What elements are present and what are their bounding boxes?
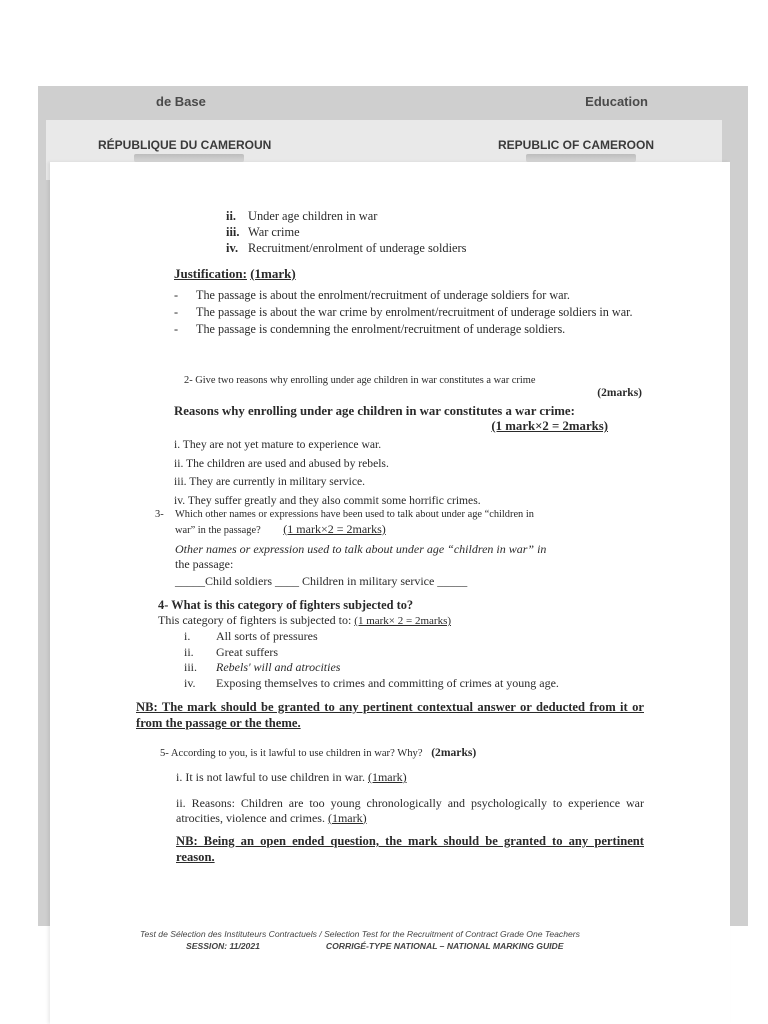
q5-answer-2 — [176, 796, 644, 825]
justification-heading — [174, 266, 296, 282]
list-item: i. They are not yet mature to experience war. — [174, 438, 382, 451]
q2-prompt-text: 2- Give two reasons why enrolling under age children in war constitutes a war crime — [184, 375, 536, 386]
q4-prompt: 4- What is this category of fighters subjected to? — [158, 598, 414, 612]
q3-number: 3- — [155, 509, 164, 520]
q2-heading — [174, 404, 642, 434]
list-item — [184, 660, 559, 676]
justification-label: Justification: — [174, 266, 247, 281]
q5-answer-1 — [176, 770, 407, 785]
list-item — [184, 645, 559, 661]
middle-sheet-left-header: RÉPUBLIQUE DU CAMEROUN — [98, 138, 272, 152]
q5-prompt — [160, 746, 476, 759]
list-item — [226, 224, 467, 240]
footer-line-2 — [186, 940, 640, 952]
q2-marks: (2marks) — [597, 387, 642, 399]
q3-answer-intro-2: the passage: — [175, 557, 234, 571]
item-number: iv. — [226, 241, 239, 255]
back-sheet-header — [38, 92, 748, 114]
nb-note-2: NB: Being an open ended question, the mark should be granted to any pertinent reason. — [176, 834, 644, 864]
q2-heading-marks: (1 mark×2 = 2marks) — [491, 419, 608, 433]
q5-answer-2-mark: (1mark) — [327, 810, 367, 825]
list-item: iii. They are currently in military service. — [174, 475, 366, 488]
list-item: - The passage is condemning the enrolment/recruitment of underage soldiers. — [174, 322, 566, 336]
item-text: The passage is about the war crime by enrolment/recruitment of underage soldiers in war. — [196, 305, 633, 319]
list-item — [184, 629, 559, 645]
nb-note-1: NB: The mark should be granted to any pertinent contextual answer or deducted from it or from the passage or the theme. — [136, 700, 644, 730]
item-text: War crime — [248, 225, 300, 239]
item-number: iii. — [226, 225, 240, 239]
page-footer — [140, 928, 640, 952]
list-item — [226, 240, 467, 256]
item-text: Rebels' will and atrocities — [216, 660, 341, 674]
list-item: ii. The children are used and abused by rebels. — [174, 456, 389, 470]
q3-prompt-line-1: Which other names or expressions have been used to talk about under age “children in — [175, 509, 534, 520]
q5-answer-2-text: ii. Reasons: Children are too young chronologically and psychologically to experience war atrocities, violence and crimes. — [176, 796, 644, 825]
right-motto-blur — [526, 154, 636, 162]
item-text: Exposing themselves to crimes and committing of crimes at young age. — [216, 675, 559, 690]
q2-answers — [174, 436, 481, 510]
q4-items — [184, 629, 559, 691]
q3-answer — [175, 542, 643, 589]
q5-answer-1-mark: (1mark) — [367, 770, 407, 784]
q2-heading-text: Reasons why enrolling under age children in war constitutes a war crime: — [174, 404, 575, 418]
q3-prompt-line-2: war” in the passage? — [175, 525, 261, 536]
list-item: iv. They suffer greatly and they also commit some horrific crimes. — [174, 493, 481, 507]
list-item — [226, 208, 467, 224]
q5-answer-1-text: i. It is not lawful to use children in war. — [176, 770, 365, 784]
q3-prompt — [155, 508, 643, 538]
q3-marks: (1 mark×2 = 2marks) — [283, 522, 386, 536]
list-item: - The passage is about the war crime by enrolment/recruitment of underage soldiers in war. — [174, 305, 633, 319]
left-motto-blur — [134, 154, 244, 162]
q4-lead-line — [158, 613, 451, 628]
item-number: ii. — [226, 209, 236, 223]
q3-block — [155, 508, 643, 538]
footer-session: SESSION: 11/2021 — [186, 941, 260, 951]
q1-options — [226, 208, 467, 256]
justification-list — [174, 288, 640, 339]
item-text: Recruitment/enrolment of underage soldiers — [248, 241, 467, 255]
q5-prompt-text: 5- According to you, is it lawful to use children in war? Why? — [160, 748, 423, 759]
item-number: ii. — [184, 644, 194, 659]
footer-guide: CORRIGÉ-TYPE NATIONAL – NATIONAL MARKING GUIDE — [325, 941, 564, 951]
list-item: - The passage is about the enrolment/recruitment of underage soldiers for war. — [174, 288, 570, 302]
footer-line-1: Test de Sélection des Instituteurs Contractuels / Selection Test for the Recruitment of Contract Grade One Teachers — [140, 929, 580, 939]
item-number: iii. — [184, 660, 198, 674]
item-text: Under age children in war — [248, 209, 378, 223]
q3-answer-line: _____Child soldiers ____ Children in military service _____ — [175, 574, 468, 588]
list-item — [184, 676, 559, 692]
q5-marks: (2marks) — [431, 746, 477, 759]
item-number: i. — [184, 629, 191, 643]
q2-prompt — [184, 374, 642, 400]
q3-answer-intro: Other names or expression used to talk about under age “children in war” in — [175, 542, 547, 556]
back-sheet-right-header: Education — [585, 94, 648, 109]
item-number: iv. — [184, 675, 196, 690]
item-text: All sorts of pressures — [216, 629, 318, 643]
item-text: The passage is about the enrolment/recruitment of underage soldiers for war. — [196, 288, 570, 302]
item-text: The passage is condemning the enrolment/recruitment of underage soldiers. — [196, 322, 566, 336]
middle-sheet-right-header: REPUBLIC OF CAMEROON — [498, 138, 654, 152]
q4-lead: This category of fighters is subjected to: — [158, 613, 352, 627]
justification-mark: (1mark) — [250, 266, 296, 281]
q4-marks: (1 mark× 2 = 2marks) — [354, 615, 452, 627]
back-sheet-left-header: de Base — [156, 94, 206, 109]
item-text: Great suffers — [216, 644, 279, 659]
